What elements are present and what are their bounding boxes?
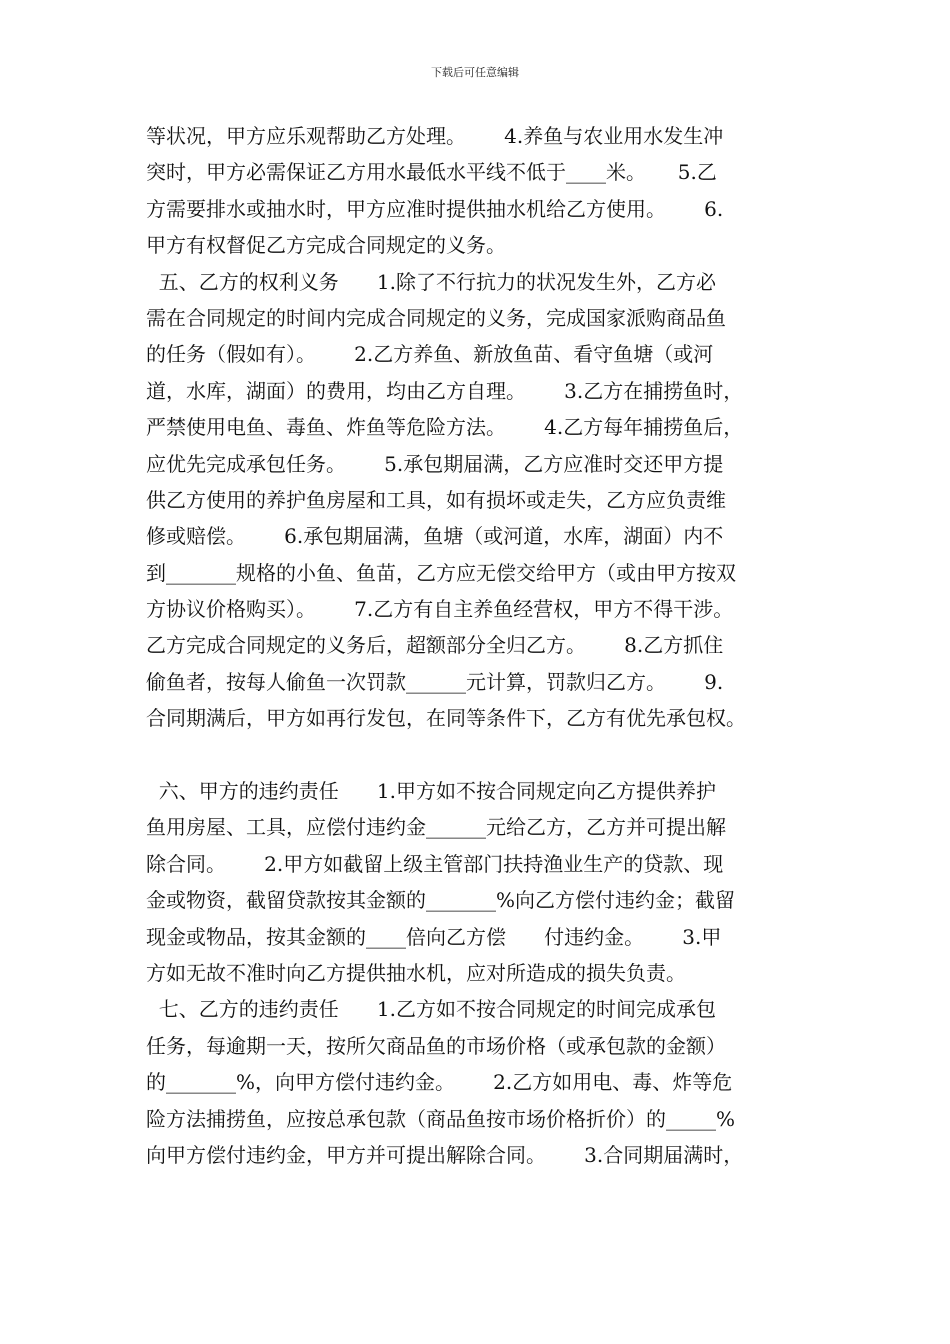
text-line: 修或赔偿。 6.承包期届满，鱼塘（或河道，水库，湖面）内不 — [146, 524, 724, 549]
blank-line — [146, 737, 826, 773]
text-line: 现金或物品，按其金额的____倍向乙方偿 付违约金。 3.甲 — [146, 924, 722, 949]
text-line: 应优先完成承包任务。 5.承包期届满，乙方应准时交还甲方提 — [146, 451, 724, 476]
text-line: 向甲方偿付违约金，甲方并可提出解除合同。 3.合同期届满时， — [146, 1142, 744, 1167]
text-line: 需在合同规定的时间内完成合同规定的义务，完成国家派购商品鱼 — [146, 305, 726, 330]
text-line: 偷鱼者，按每人偷鱼一次罚款______元计算，罚款归乙方。 9. — [146, 669, 724, 694]
text-line: 道，水库，湖面）的费用，均由乙方自理。 3.乙方在捕捞鱼时， — [146, 378, 744, 403]
text-line: 方需要排水或抽水时，甲方应准时提供抽水机给乙方使用。 6. — [146, 196, 724, 221]
section-six-heading-line: 六、甲方的违约责任 1.甲方如不按合同规定向乙方提供养护 — [146, 779, 716, 804]
text-line: 等状况，甲方应乐观帮助乙方处理。 4.养鱼与农业用水发生冲 — [146, 124, 724, 148]
text-line: 鱼用房屋、工具，应偿付违约金______元给乙方，乙方并可提出解 — [146, 815, 726, 840]
text-line: 金或物资，截留贷款按其金额的_______%向乙方偿付违约金；截留 — [146, 888, 736, 913]
text-line: 合同期满后，甲方如再行发包，在同等条件下，乙方有优先承包权。 — [146, 706, 746, 731]
section-seven-heading-line: 七、乙方的违约责任 1.乙方如不按合同规定的时间完成承包 — [146, 997, 716, 1022]
section-five-heading-line: 五、乙方的权利义务 1.除了不行抗力的状况发生外，乙方必 — [146, 269, 716, 294]
text-line: 供乙方使用的养护鱼房屋和工具，如有损坏或走失，乙方应负责维 — [146, 487, 726, 512]
document-body — [146, 118, 826, 1173]
text-line: 到_______规格的小鱼、鱼苗，乙方应无偿交给甲方（或由甲方按双 — [146, 560, 736, 585]
page-header: 下载后可任意编辑 — [431, 66, 519, 79]
text-line: 突时，甲方必需保证乙方用水最低水平线不低于____米。 5.乙 — [146, 160, 717, 185]
text-line: 除合同。 2.甲方如截留上级主管部门扶持渔业生产的贷款、现 — [146, 851, 724, 876]
text-line: 严禁使用电鱼、毒鱼、炸鱼等危险方法。 4.乙方每年捕捞鱼后， — [146, 415, 744, 440]
text-line: 方如无故不准时向乙方提供抽水机，应对所造成的损失负责。 — [146, 960, 686, 985]
text-line: 甲方有权督促乙方完成合同规定的义务。 — [146, 233, 506, 258]
text-line: 方协议价格购买）。 7.乙方有自主养鱼经营权，甲方不得干涉。 — [146, 597, 734, 622]
text-line: 险方法捕捞鱼，应按总承包款（商品鱼按市场价格折价）的_____% — [146, 1106, 736, 1131]
text-line: 的任务（假如有）。 2.乙方养鱼、新放鱼苗、看守鱼塘（或河 — [146, 342, 714, 367]
text-line: 乙方完成合同规定的义务后，超额部分全归乙方。 8.乙方抓住 — [146, 633, 724, 658]
text-line: 任务，每逾期一天，按所欠商品鱼的市场价格（或承包款的金额） — [146, 1033, 726, 1058]
text-line: 的_______%，向甲方偿付违约金。 2.乙方如用电、毒、炸等危 — [146, 1070, 733, 1095]
